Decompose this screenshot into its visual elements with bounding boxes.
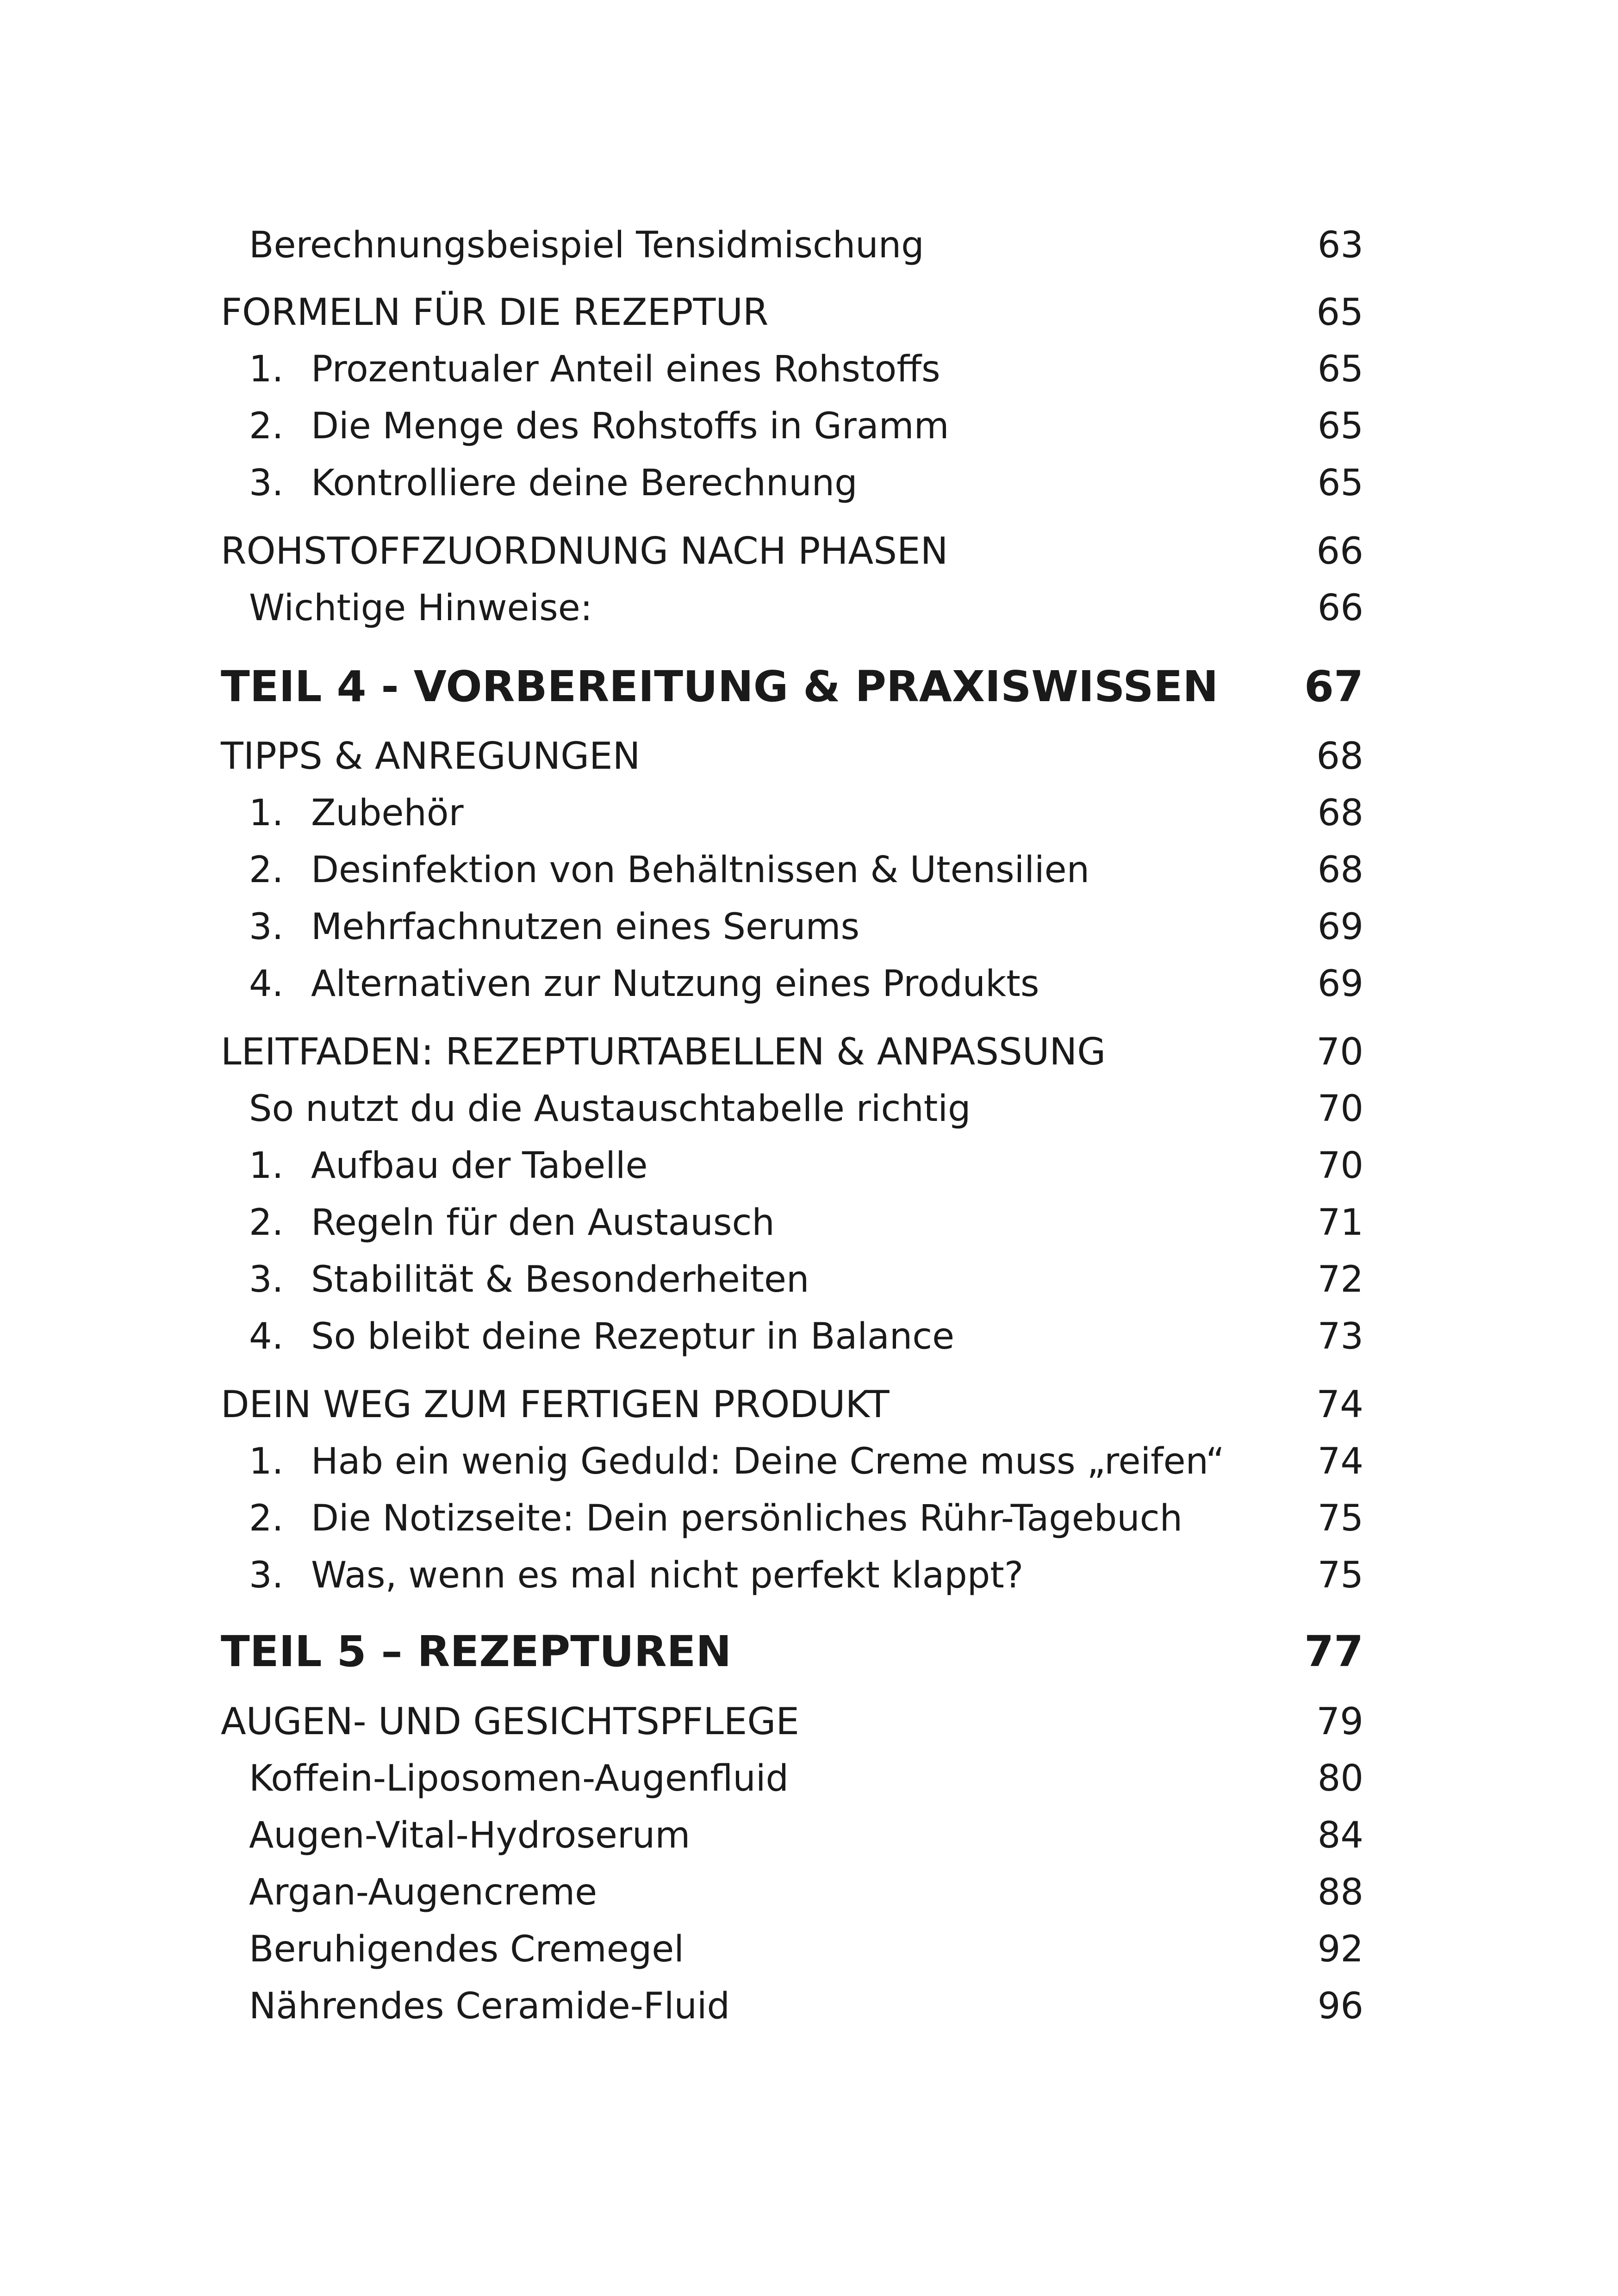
toc-section-heading: [0, 523, 1618, 579]
toc-entry-title: Was, wenn es mal nicht perfekt klappt?: [311, 1555, 1024, 1596]
toc-entry-number: 1.: [249, 348, 284, 390]
toc-numbered-entry: [0, 1491, 1618, 1546]
toc-section-heading: [0, 1377, 1618, 1432]
toc-section-heading: [0, 285, 1618, 340]
toc-numbered-entry: [0, 785, 1618, 841]
toc-numbered-entry: [0, 455, 1618, 511]
toc-entry-title: Stabilität & Besonderheiten: [311, 1259, 809, 1300]
toc-entry: [0, 1922, 1618, 1977]
toc-part-heading: [0, 659, 1618, 715]
toc-entry-title: Die Notizseite: Dein persönliches Rühr-Tagebuch: [311, 1498, 1183, 1539]
toc-entry-title: Mehrfachnutzen eines Serums: [311, 906, 860, 948]
toc-entry-number: 3.: [249, 1555, 284, 1596]
toc-entry-page: 96: [1317, 1985, 1363, 2027]
toc-entry-number: 2.: [249, 405, 284, 447]
toc-entry-title: Zubehör: [311, 792, 464, 834]
toc-entry-page: 69: [1317, 906, 1363, 948]
toc-entry-title: Berechnungsbeispiel Tensidmischung: [249, 224, 924, 266]
toc-section-heading: [0, 728, 1618, 784]
toc-entry-page: 71: [1317, 1202, 1363, 1244]
toc-numbered-entry: [0, 1309, 1618, 1364]
toc-entry-title: Desinfektion von Behältnissen & Utensilien: [311, 849, 1090, 891]
toc-entry-page: 75: [1317, 1498, 1363, 1539]
toc-entry-number: 2.: [249, 1202, 284, 1244]
toc-part-title: TEIL 4 - VORBEREITUNG & PRAXISWISSEN: [221, 662, 1219, 711]
toc-entry-title: Beruhigendes Cremegel: [249, 1929, 684, 1970]
toc-section-title: FORMELN FÜR DIE REZEPTUR: [221, 291, 769, 334]
toc-section-heading: [0, 1694, 1618, 1749]
toc-entry-number: 4.: [249, 963, 284, 1005]
toc-entry-page: 68: [1317, 792, 1363, 834]
toc-section-page: 66: [1316, 529, 1363, 572]
toc-entry-number: 2.: [249, 849, 284, 891]
toc-numbered-entry: [0, 1434, 1618, 1489]
toc-entry-page: 66: [1317, 587, 1363, 629]
toc-numbered-entry: [0, 1195, 1618, 1251]
toc-numbered-entry: [0, 1548, 1618, 1603]
toc-entry: [0, 1808, 1618, 1863]
toc-numbered-entry: [0, 342, 1618, 397]
toc-entry-title: Die Menge des Rohstoffs in Gramm: [311, 405, 949, 447]
toc-entry-page: 80: [1317, 1758, 1363, 1799]
toc-entry-page: 63: [1317, 224, 1363, 266]
toc-entry-page: 70: [1317, 1088, 1363, 1130]
toc-numbered-entry: [0, 899, 1618, 955]
toc-section-page: 74: [1316, 1383, 1363, 1426]
toc-part-heading: [0, 1624, 1618, 1680]
toc-section-page: 65: [1316, 291, 1363, 334]
toc-numbered-entry: [0, 842, 1618, 898]
toc-entry-number: 4.: [249, 1316, 284, 1357]
toc-entry: [0, 1979, 1618, 2034]
toc-entry-number: 1.: [249, 1145, 284, 1187]
toc-section-title: DEIN WEG ZUM FERTIGEN PRODUKT: [221, 1383, 890, 1426]
toc-entry-page: 65: [1317, 405, 1363, 447]
toc-entry-title: Aufbau der Tabelle: [311, 1145, 648, 1187]
toc-entry-title: Wichtige Hinweise:: [249, 587, 593, 629]
toc-entry-number: 3.: [249, 462, 284, 504]
toc-entry-title: Kontrolliere deine Berechnung: [311, 462, 858, 504]
toc-entry-title: Koffein-Liposomen-Augenfluid: [249, 1758, 789, 1799]
toc-entry-page: 65: [1317, 462, 1363, 504]
toc-entry-number: 1.: [249, 792, 284, 834]
toc-section-title: ROHSTOFFZUORDNUNG NACH PHASEN: [221, 529, 948, 572]
toc-entry: [0, 1751, 1618, 1806]
toc-entry-page: 73: [1317, 1316, 1363, 1357]
toc-entry: [0, 1081, 1618, 1137]
toc-entry-title: Nährendes Ceramide-Fluid: [249, 1985, 730, 2027]
toc-entry-page: 68: [1317, 849, 1363, 891]
toc-section-title: LEITFADEN: REZEPTURTABELLEN & ANPASSUNG: [221, 1030, 1106, 1073]
toc-entry-title: Hab ein wenig Geduld: Deine Creme muss „reifen“: [311, 1441, 1225, 1482]
toc-entry: [0, 1865, 1618, 1920]
toc-section-page: 70: [1316, 1030, 1363, 1073]
toc-entry-number: 2.: [249, 1498, 284, 1539]
toc-entry-page: 84: [1317, 1815, 1363, 1856]
toc-entry-page: 70: [1317, 1145, 1363, 1187]
toc-entry-title: Argan-Augencreme: [249, 1872, 597, 1913]
toc-entry-page: 88: [1317, 1872, 1363, 1913]
toc-section-page: 68: [1316, 734, 1363, 778]
toc-entry-page: 72: [1317, 1259, 1363, 1300]
toc-entry-title: Prozentualer Anteil eines Rohstoffs: [311, 348, 940, 390]
toc-entry-page: 74: [1317, 1441, 1363, 1482]
toc-entry: [0, 218, 1618, 273]
toc-entry-number: 1.: [249, 1441, 284, 1482]
toc-entry-title: So nutzt du die Austauschtabelle richtig: [249, 1088, 971, 1130]
toc-entry: [0, 580, 1618, 636]
toc-entry-number: 3.: [249, 906, 284, 948]
toc-entry-title: So bleibt deine Rezeptur in Balance: [311, 1316, 955, 1357]
toc-part-page: 67: [1304, 662, 1363, 711]
toc-numbered-entry: [0, 1252, 1618, 1307]
toc-entry-page: 92: [1317, 1929, 1363, 1970]
toc-section-heading: [0, 1024, 1618, 1080]
toc-entry-page: 65: [1317, 348, 1363, 390]
toc-entry-page: 75: [1317, 1555, 1363, 1596]
toc-numbered-entry: [0, 956, 1618, 1012]
toc-entry-title: Augen-Vital-Hydroserum: [249, 1815, 691, 1856]
toc-section-page: 79: [1316, 1700, 1363, 1743]
toc-part-page: 77: [1304, 1627, 1363, 1676]
toc-part-title: TEIL 5 – REZEPTUREN: [221, 1627, 732, 1676]
toc-section-title: TIPPS & ANREGUNGEN: [221, 734, 641, 778]
toc-entry-page: 69: [1317, 963, 1363, 1005]
toc-entry-title: Regeln für den Austausch: [311, 1202, 775, 1244]
toc-numbered-entry: [0, 1138, 1618, 1194]
toc-numbered-entry: [0, 398, 1618, 454]
toc-entry-number: 3.: [249, 1259, 284, 1300]
toc-section-title: AUGEN- UND GESICHTSPFLEGE: [221, 1700, 799, 1743]
toc-entry-title: Alternativen zur Nutzung eines Produkts: [311, 963, 1039, 1005]
